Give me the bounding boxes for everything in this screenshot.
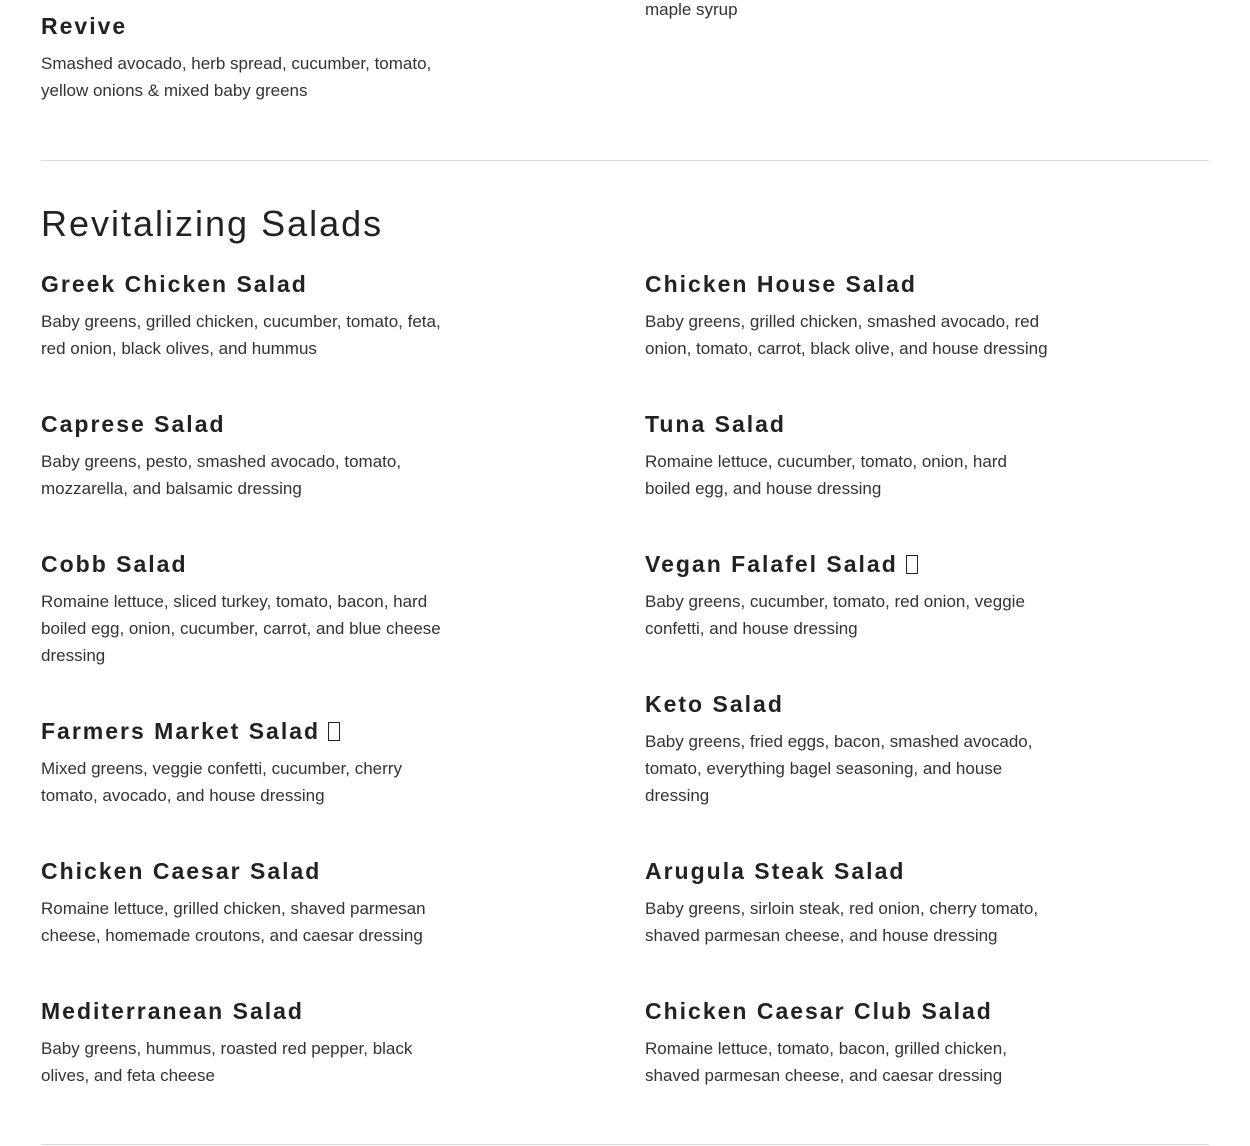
menu-item-keto-salad xyxy=(645,690,1055,809)
item-title: Chicken House Salad xyxy=(645,271,917,297)
menu-item-caprese-salad xyxy=(41,410,451,502)
item-description: Smashed avocado, herb spread, cucumber, tomato, yellow onions & mixed baby greens xyxy=(41,54,432,100)
item-title-wrap xyxy=(645,550,1055,578)
section-divider xyxy=(41,1144,1209,1145)
menu-item-chicken-caesar-salad xyxy=(41,857,451,949)
item-description: maple syrup xyxy=(645,0,738,19)
menu-item-mediterranean-salad xyxy=(41,997,451,1089)
section-title: Revitalizing Salads xyxy=(41,203,384,244)
menu-item-chicken-house-salad xyxy=(645,270,1055,362)
item-description: Baby greens, pesto, smashed avocado, tomato, mozzarella, and balsamic dressing xyxy=(41,452,402,498)
menu-item-farmers-market-salad xyxy=(41,717,451,809)
item-title: Revive xyxy=(41,13,128,39)
menu-item-tuna-salad xyxy=(645,410,1055,502)
item-description: Baby greens, grilled chicken, cucumber, tomato, feta, red onion, black olives, and hummus xyxy=(41,312,441,358)
menu-item-revive xyxy=(41,12,451,104)
menu-item-greek-chicken-salad xyxy=(41,270,451,362)
item-title: Vegan Falafel Salad xyxy=(645,551,898,577)
previous-section xyxy=(41,0,1209,160)
item-title: Tuna Salad xyxy=(645,411,786,437)
item-description: Romaine lettuce, sliced turkey, tomato, bacon, hard boiled egg, onion, cucumber, carrot, and blue cheese dressing xyxy=(41,592,441,665)
item-description: Baby greens, sirloin steak, red onion, cherry tomato, shaved parmesan cheese, and house dressing xyxy=(645,899,1039,945)
item-title: Greek Chicken Salad xyxy=(41,271,308,297)
item-title: Arugula Steak Salad xyxy=(645,858,906,884)
item-title: Chicken Caesar Club Salad xyxy=(645,998,993,1024)
menu-item-arugula-steak-salad xyxy=(645,857,1055,949)
item-description: Romaine lettuce, tomato, bacon, grilled chicken, shaved parmesan cheese, and caesar dressing xyxy=(645,1039,1007,1085)
item-title: Mediterranean Salad xyxy=(41,998,304,1024)
vegan-icon xyxy=(328,722,340,741)
menu-item-chicken-caesar-club-salad xyxy=(645,997,1055,1089)
item-title: Cobb Salad xyxy=(41,551,188,577)
section-divider xyxy=(41,160,1209,161)
item-description: Baby greens, hummus, roasted red pepper, black olives, and feta cheese xyxy=(41,1039,413,1085)
vegan-icon xyxy=(906,555,918,574)
item-description: Romaine lettuce, grilled chicken, shaved parmesan cheese, homemade croutons, and caesar dressing xyxy=(41,899,426,945)
item-title: Keto Salad xyxy=(645,691,784,717)
item-description: Baby greens, grilled chicken, smashed avocado, red onion, tomato, carrot, black olive, and house dressing xyxy=(645,312,1048,358)
item-title: Caprese Salad xyxy=(41,411,226,437)
item-description: Romaine lettuce, cucumber, tomato, onion, hard boiled egg, and house dressing xyxy=(645,452,1007,498)
menu-item-vegan-falafel-salad xyxy=(645,550,1055,642)
item-description: Baby greens, fried eggs, bacon, smashed avocado, tomato, everything bagel seasoning, and house dressing xyxy=(645,732,1033,805)
item-description: Mixed greens, veggie confetti, cucumber, cherry tomato, avocado, and house dressing xyxy=(41,759,402,805)
item-description: Baby greens, cucumber, tomato, red onion, veggie confetti, and house dressing xyxy=(645,592,1025,638)
item-title: Chicken Caesar Salad xyxy=(41,858,322,884)
menu-item-cobb-salad xyxy=(41,550,451,669)
menu-page xyxy=(41,0,1209,1085)
item-title: Farmers Market Salad xyxy=(41,718,321,744)
item-title-wrap xyxy=(41,717,451,745)
